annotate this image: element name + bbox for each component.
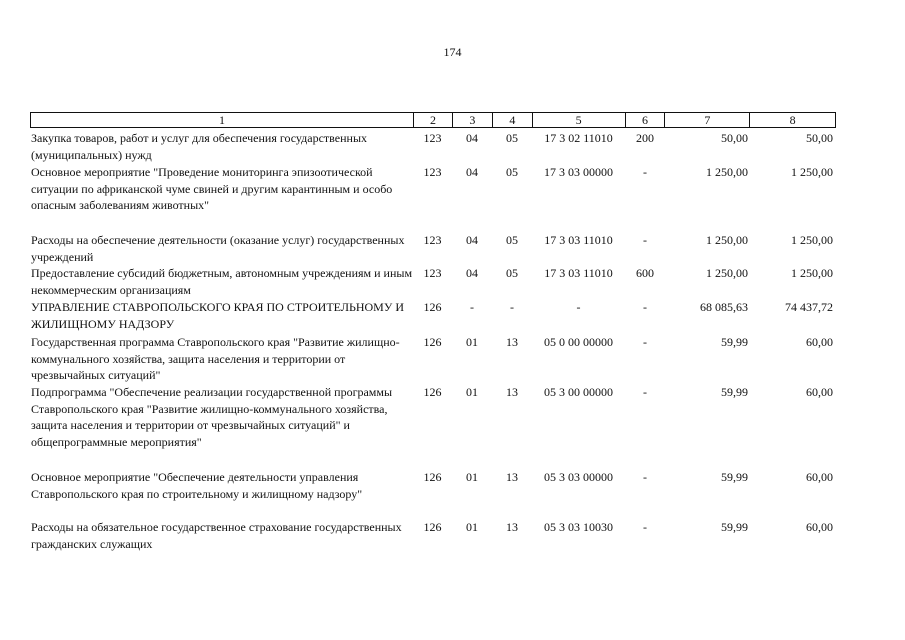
header-col-5: 5 <box>532 113 625 127</box>
header-col-3: 3 <box>452 113 492 127</box>
row-c6: - <box>643 385 647 399</box>
row-c2: 126 <box>423 470 442 484</box>
row-c3: 01 <box>466 470 478 484</box>
row-c5: 17 3 03 11010 <box>544 233 613 247</box>
row-name: Расходы на обеспечение деятельности (оказание услуг) государственных учреждений <box>31 233 405 264</box>
row-c8: 60,00 <box>806 470 833 484</box>
row-c6: - <box>643 165 647 179</box>
row-c6: 600 <box>636 266 654 280</box>
row-name: УПРАВЛЕНИЕ СТАВРОПОЛЬСКОГО КРАЯ ПО СТРОИТЕЛЬНОМУ И ЖИЛИЩНОМУ НАДЗОРУ <box>31 300 405 331</box>
row-c8: 60,00 <box>806 335 833 349</box>
row-c3: 01 <box>466 385 478 399</box>
row-c8: 1 250,00 <box>791 266 833 280</box>
row-c3: 04 <box>466 131 478 145</box>
row-c8: 60,00 <box>806 385 833 399</box>
row-c7: 1 250,00 <box>706 165 748 179</box>
row-c5: 05 0 00 00000 <box>544 335 613 349</box>
row-c6: - <box>643 233 647 247</box>
row-c5: 17 3 03 11010 <box>544 266 613 280</box>
row-c4: 05 <box>506 165 518 179</box>
row-name: Основное мероприятие "Проведение мониторинга эпизоотической ситуации по африканской чуме свиней и другим карантинным и особо опасным заболеваниям животных" <box>31 165 393 212</box>
row-c5: 17 3 02 11010 <box>544 131 613 145</box>
row-name: Предоставление субсидий бюджетным, автономным учреждениям и иным некоммерческим организациям <box>31 266 413 297</box>
header-col-4: 4 <box>492 113 532 127</box>
row-name: Закупка товаров, работ и услуг для обеспечения государственных (муниципальных) нужд <box>31 131 368 162</box>
row-c7: 68 085,63 <box>700 300 748 314</box>
row-c2: 123 <box>423 233 442 247</box>
row-c5: 17 3 03 00000 <box>544 165 613 179</box>
row-c3: 04 <box>466 266 478 280</box>
row-c3: 01 <box>466 520 478 534</box>
row-c2: 126 <box>423 385 442 399</box>
row-c3: 04 <box>466 233 478 247</box>
row-c3: 01 <box>466 335 478 349</box>
row-c5: 05 3 00 00000 <box>544 385 613 399</box>
row-c4: 13 <box>506 470 518 484</box>
row-name: Подпрограмма "Обеспечение реализации государственной программы Ставропольского края "Развитие жилищно-коммунального хозяйства, защита населения и территории от чрезвычайных ситуаций" и общепрограммные мероприятия" <box>31 385 393 449</box>
header-col-2: 2 <box>413 113 452 127</box>
row-c3: 04 <box>466 165 478 179</box>
row-c2: 126 <box>423 335 442 349</box>
row-c7: 59,99 <box>721 520 748 534</box>
row-name: Расходы на обязательное государственное страхование государственных гражданских служащих <box>31 520 402 551</box>
page-number: 174 <box>443 45 462 59</box>
row-c6: - <box>643 470 647 484</box>
row-c7: 1 250,00 <box>706 233 748 247</box>
header-col-7: 7 <box>664 113 749 127</box>
row-c4: 05 <box>506 233 518 247</box>
row-c8: 50,00 <box>806 131 833 145</box>
row-c6: - <box>643 520 647 534</box>
table-header <box>30 112 836 128</box>
row-c7: 59,99 <box>721 335 748 349</box>
header-col-8: 8 <box>749 113 835 127</box>
row-name: Государственная программа Ставропольского края "Развитие жилищно-коммунального хозяйства, защита населения и территории от чрезвычайных ситуаций" <box>31 335 400 382</box>
row-c2: 126 <box>423 300 442 314</box>
row-c4: 05 <box>506 131 518 145</box>
header-col-6: 6 <box>625 113 665 127</box>
row-c4: 05 <box>506 266 518 280</box>
header-col-1: 1 <box>219 113 226 127</box>
row-c4: 13 <box>506 335 518 349</box>
row-c7: 59,99 <box>721 470 748 484</box>
row-c8: 1 250,00 <box>791 233 833 247</box>
row-c2: 126 <box>423 520 442 534</box>
row-c7: 50,00 <box>721 131 748 145</box>
row-c6: - <box>643 300 647 314</box>
row-c5: 05 3 03 00000 <box>544 470 613 484</box>
row-name: Основное мероприятие "Обеспечение деятельности управления Ставропольского края по строительному и жилищному надзору" <box>31 470 363 501</box>
row-c2: 123 <box>423 165 442 179</box>
row-c4: 13 <box>506 385 518 399</box>
row-c2: 123 <box>423 131 442 145</box>
row-c7: 59,99 <box>721 385 748 399</box>
row-c3: - <box>470 300 474 314</box>
row-c4: 13 <box>506 520 518 534</box>
row-c4: - <box>510 300 514 314</box>
row-c6: 200 <box>636 131 654 145</box>
row-c5: - <box>576 300 581 314</box>
row-c8: 1 250,00 <box>791 165 833 179</box>
row-c8: 74 437,72 <box>785 300 833 314</box>
row-c2: 123 <box>423 266 442 280</box>
row-c7: 1 250,00 <box>706 266 748 280</box>
row-c5: 05 3 03 10030 <box>544 520 613 534</box>
row-c6: - <box>643 335 647 349</box>
row-c8: 60,00 <box>806 520 833 534</box>
